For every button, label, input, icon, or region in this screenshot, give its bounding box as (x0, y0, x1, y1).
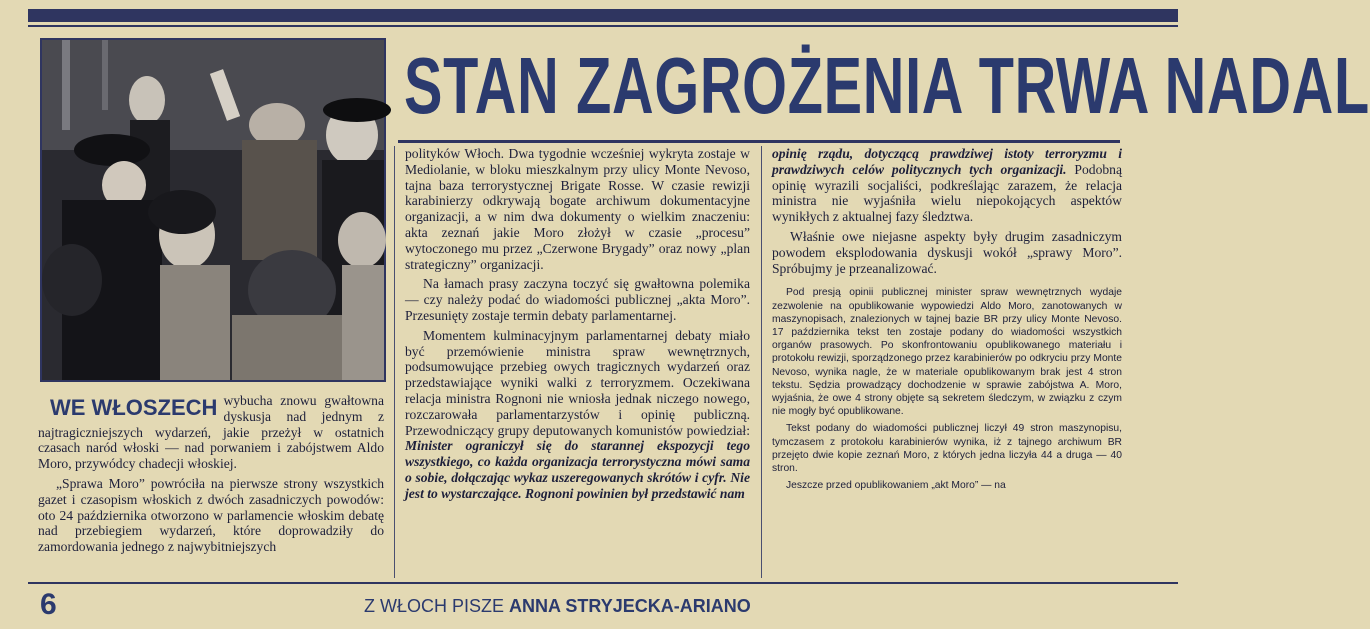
article-column-3 (772, 146, 1122, 578)
bottom-rule (28, 582, 1178, 584)
small-paragraph: Tekst podany do wiadomości publicznej liczył 49 stron maszynopisu, tymczasem z protokołu karabinierów wynika, iż z tajnego archiwum BR przejęto dwie kopie zeznań Moro, z których jedna liczyła 44 a druga — 40 stron. (772, 423, 1122, 475)
paragraph-text: Momentem kulminacyjnym parlamentarnej debaty miało być przemówienie ministra spraw wewnętrznych, podsumowujące przebieg owych tragicznych wydarzeń oraz przedstawiające wyniki walki z terroryzmem. Oczekiwana relacja ministra Rognoni nie wniosła jednak niczego nowego, rozczarowała parlamentarzystów i opinię publiczną. Przewodniczący grupy deputowanych komunistów powiedział: (405, 327, 750, 438)
photo-illustration (42, 40, 384, 380)
lead-text: wybucha znowu gwałtowna dyskusja nad jednym z najtragiczniejszych wydarzeń, jakie przeżył w ostatnich czasach naród włoski — nad porwaniem i zabójstwem Aldo Moro, przywódcy chadecji włoskiej. (38, 393, 384, 472)
article-column-1 (38, 393, 384, 579)
quote-text: opinię rządu, dotyczącą prawdziwej istoty terroryzmu i prawdziwych celów politycznych tych organizacji. (772, 146, 1122, 177)
paragraph (772, 146, 1122, 225)
column-divider (394, 146, 395, 578)
headline: STAN ZAGROŻENIA TRWA NADAL (404, 41, 1370, 130)
byline-prefix: Z WŁOCH PISZE (364, 596, 505, 616)
lead-paragraph (38, 393, 384, 472)
small-print-section (772, 286, 1122, 492)
byline (364, 596, 751, 617)
paragraph: Na łamach prasy zaczyna toczyć się gwałtowna polemika — czy należy podać do wiadomości publicznej „akta Moro”. Przesunięty zostaje termin debaty parlamentarnej. (405, 276, 750, 323)
paragraph-text: Podobną opinię wyrazili socjaliści, podkreślając zarazem, że relacja ministra nie wyjaśniła wielu niepokojących aspektów wynikłych z aktualnej fazy śledztwa. (772, 161, 1122, 225)
article-column-2 (405, 146, 750, 578)
top-rule (28, 9, 1178, 22)
paragraph: polityków Włoch. Dwa tygodnie wcześniej wykryta zostaje w Mediolanie, w bloku mieszkalnym przy ulicy Monte Nevoso, tajna baza terrorystycznej Brigate Rosse. W czasie rewizji karabinierzy odkrywają bogate archiwum dokumentacyjne organizacji, a w nim dwa dokumenty o wielkim znaczeniu: akta zeznań jakie Moro złożył w czasie „procesu” wytoczonego mu przez „Czerwone Brygady” oraz nowy „plan strategiczny” organizacji. (405, 146, 750, 272)
quote-text: Minister ograniczył się do starannej ekspozycji tego wszystkiego, co każda organizacja terrorystyczna mówi sama o sobie, dołączając wykaz uszeregowanych skrótów i cyfr. Nie jest to wystarczające. Rognoni powinien był przedstawić nam (405, 438, 750, 501)
paragraph: „Sprawa Moro” powróciła na pierwsze strony wszystkich gazet i czasopism włoskich z dwóch zasadniczych powodów: oto 24 października otworzono w parlamencie włoskim debatę nad przebiegiem wydarzeń, które doprowadziły do zamordowania jednego z najwybitniejszych (38, 475, 384, 555)
news-photo (40, 38, 386, 382)
page-number: 6 (40, 588, 57, 621)
small-paragraph: Pod presją opinii publicznej minister spraw wewnętrznych wydaje zezwolenie na opublikowanie wypowiedzi Aldo Moro, zanotowanych w maszynopisach, znalezionych w tajnej bazie BR przy ulicy Monte Nevoso. 17 października tekst ten zostaje podany do wiadomości wszystkich organów prasowych. Po skonfrontowaniu opublikowanego materiału i protokołu rewizji, sporządzonego przez karabinierów po odkryciu przy Monte Nevoso, wynika nagle, że w materiale opublikowanym brak jest 4 stron tekstu. Sędzia prowadzący dochodzenie w sprawie zabójstwa A. Moro, wyjaśnia, że owe 4 strony objęte są sekretem śledczym, w związku z czym nie mogły być opublikowane. (772, 287, 1122, 418)
paragraph (405, 328, 750, 502)
column-divider (761, 146, 762, 578)
kicker: WE WŁOSZECH (50, 395, 218, 420)
small-paragraph: Jeszcze przed opublikowaniem „akt Moro” — na (786, 480, 1006, 492)
byline-author: ANNA STRYJECKA-ARIANO (509, 596, 751, 616)
headline-rule (398, 140, 1120, 143)
paragraph: Właśnie owe niejasne aspekty były drugim zasadniczym powodem eksplodowania dyskusji wokół „sprawy Moro”. Spróbujmy je przeanalizować. (772, 228, 1122, 276)
top-thin-rule (28, 25, 1178, 27)
